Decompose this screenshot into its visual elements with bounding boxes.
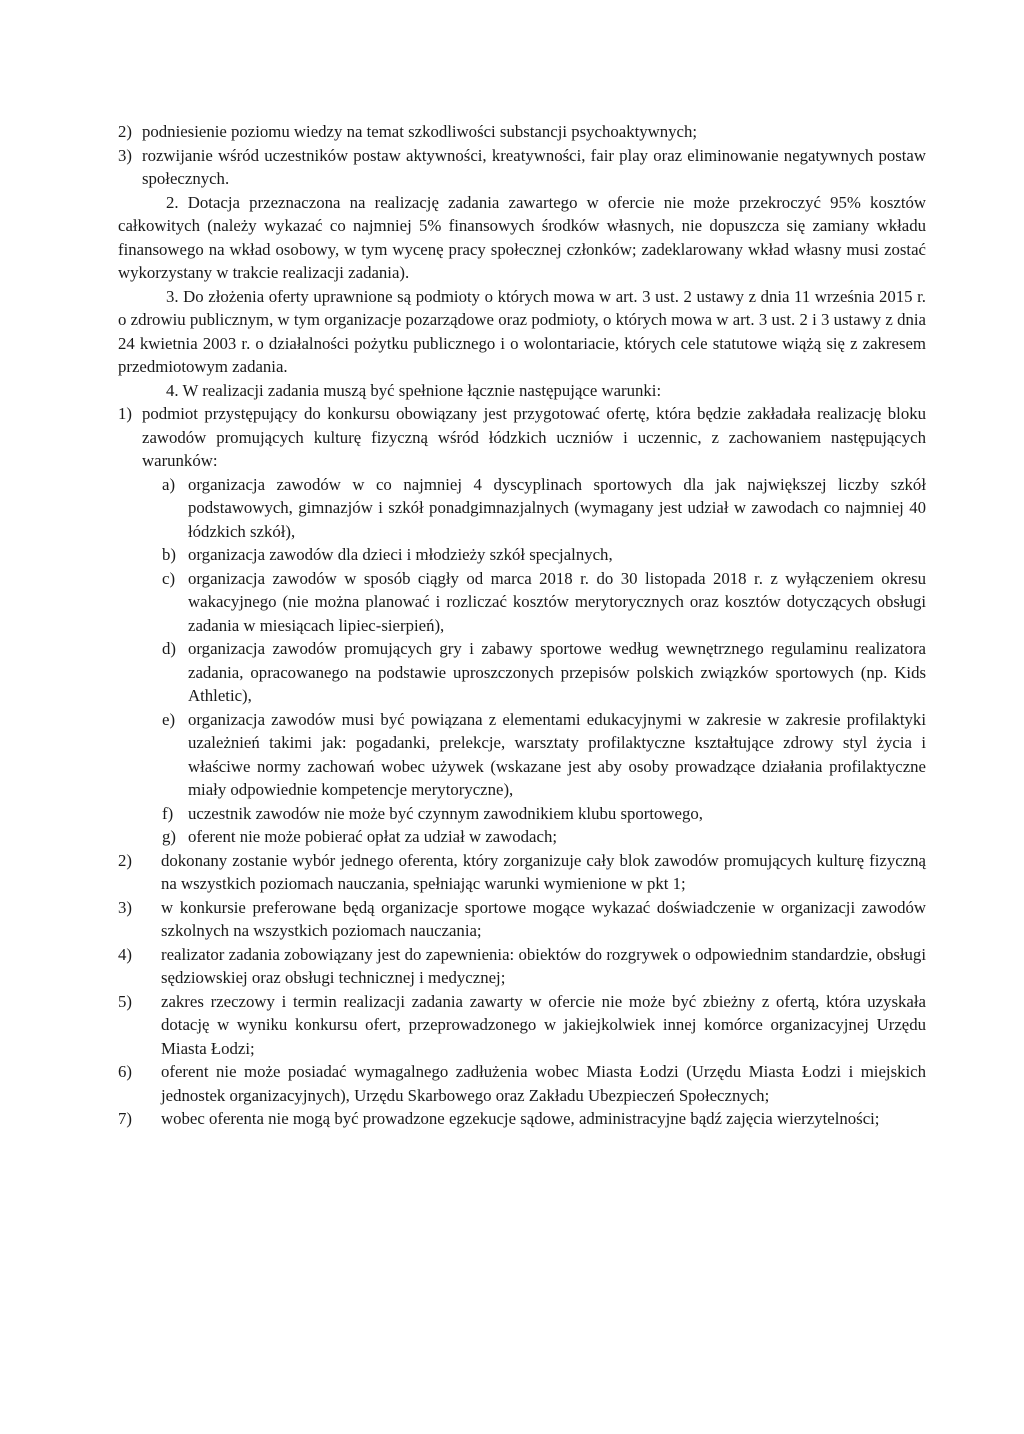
subitem-text: organizacja zawodów w co najmniej 4 dyscyplinach sportowych dla jak największej liczby szkół podstawowych, gimnazjów i szkół ponadgimnazjalnych (wymagany jest udział w zawodach co najmniej 40 łódzkich szkół),: [188, 474, 926, 541]
subitem-letter: g): [162, 827, 176, 846]
subitem-letter: f): [162, 803, 174, 823]
condition-item-3: [118, 896, 926, 943]
condition-item-2: [118, 849, 926, 896]
subitem-e: [162, 708, 926, 802]
condition-text: podmiot przystępujący do konkursu obowiązany jest przygotować ofertę, która będzie zakładała realizację bloku zawodów promujących kulturę fizyczną wśród łódzkich uczniów i uczennic, z zachowaniem następujących warunków:: [142, 404, 926, 470]
subitem-g: [162, 825, 926, 849]
condition-text: wobec oferenta nie mogą być prowadzone egzekucje sądowe, administracyjne bądź zajęcia wierzytelności;: [161, 1109, 880, 1128]
subitem-letter: a): [162, 474, 176, 494]
subitem-text: organizacja zawodów dla dzieci i młodzieży szkół specjalnych,: [188, 545, 613, 564]
subitem-f: [162, 802, 926, 826]
subitem-text: oferent nie może pobierać opłat za udział w zawodach;: [188, 827, 558, 846]
condition-text: zakres rzeczowy i termin realizacji zadania zawarty w ofercie nie może być zbieżny z ofertą, która uzyskała dotację w wyniku konkursu ofert, przeprowadzonego w jakiejkolwiek innej komórce organizacyjnej Urzędu Miasta Łodzi;: [161, 991, 926, 1058]
condition-text: oferent nie może posiadać wymagalnego zadłużenia wobec Miasta Łodzi (Urzędu Miasta Łodzi i miejskich jednostek organizacyjnych), Urzędu Skarbowego oraz Zakładu Ubezpieczeń Społecznych;: [161, 1062, 926, 1105]
subitem-text: organizacja zawodów promujących gry i zabawy sportowe według wewnętrznego regulaminu realizatora zadania, opracowanego na podstawie uproszczonych przepisów polskich związków sportowych (np. Kids Athletic),: [188, 639, 926, 705]
intro-item-text: podniesienie poziomu wiedzy na temat szkodliwości substancji psychoaktywnych;: [142, 122, 698, 141]
intro-item-text: rozwijanie wśród uczestników postaw aktywności, kreatywności, fair play oraz eliminowanie negatywnych postaw społecznych.: [142, 145, 926, 188]
condition-text: w konkursie preferowane będą organizacje sportowe mogące wykazać doświadczenie w organizacji zawodów szkolnych na wszystkich poziomach nauczania;: [161, 897, 926, 940]
subitem-letter: d): [162, 639, 176, 658]
document-page: [118, 120, 926, 1131]
subitem-b: [162, 543, 926, 567]
section-2-paragraph: 2. Dotacja przeznaczona na realizację zadania zawartego w ofercie nie może przekroczyć 95% kosztów całkowitych (należy wykazać co najmniej 5% finansowych środków własnych, nie dopuszcza się zamiany wkładu finansowego na wkład osobowy, w tym wycenę pracy społecznej członków; zadeklarowany wkład własny musi zostać wykorzystany w trakcie realizacji zadania).: [118, 192, 926, 282]
condition-text: realizator zadania zobowiązany jest do zapewnienia: obiektów do rozgrywek o odpowiednim standardzie, obsługi sędziowskiej oraz obsługi technicznej i medycznej;: [161, 944, 926, 987]
intro-item-number: 3): [118, 145, 132, 165]
condition-number: 4): [118, 944, 132, 964]
condition-item-7: [118, 1107, 926, 1131]
subitem-letter: b): [162, 545, 176, 564]
condition-number: 5): [118, 991, 132, 1011]
subitem-a: [162, 473, 926, 544]
condition-number: 6): [118, 1062, 132, 1081]
condition-number: 2): [118, 850, 132, 870]
intro-item-3: [118, 144, 926, 191]
condition-item-4: [118, 943, 926, 990]
subitem-text: organizacja zawodów musi być powiązana z elementami edukacyjnymi w zakresie w zakresie profilaktyki uzależnień takimi jak: pogadanki, prelekcje, warsztaty profilaktyczne kształtujące zdrowy styl życia i właściwe normy zachowań wobec używek (wskazane jest aby osoby prowadzące działania profilaktyczne miały odpowiednie kompetencje merytoryczne),: [188, 709, 926, 799]
subitem-text: uczestnik zawodów nie może być czynnym zawodnikiem klubu sportowego,: [188, 803, 703, 823]
condition-item-1: [118, 402, 926, 473]
condition-item-6: [118, 1060, 926, 1107]
condition-number: 7): [118, 1109, 132, 1128]
intro-item-number: 2): [118, 122, 132, 141]
condition-text: dokonany zostanie wybór jednego oferenta, który zorganizuje cały blok zawodów promujących kulturę fizyczną na wszystkich poziomach nauczania, spełniając warunki wymienione w pkt 1;: [161, 850, 926, 893]
subitem-text: organizacja zawodów w sposób ciągły od marca 2018 r. do 30 listopada 2018 r. z wyłączeniem okresu wakacyjnego (nie można planować i rozliczać kosztów merytorycznych oraz kosztów dotyczących obsługi zadania w miesiącach lipiec-sierpień),: [188, 568, 926, 635]
condition-number: 1): [118, 404, 132, 423]
subitem-letter: c): [162, 568, 176, 588]
section-4-heading: 4. W realizacji zadania muszą być spełnione łącznie następujące warunki:: [166, 380, 662, 400]
subitem-c: [162, 567, 926, 638]
subitem-d: [162, 637, 926, 708]
condition-item-5: [118, 990, 926, 1061]
section-3-paragraph: 3. Do złożenia oferty uprawnione są podmioty o których mowa w art. 3 ust. 2 ustawy z dnia 11 września 2015 r. o zdrowiu publicznym, w tym organizacje pozarządowe oraz podmioty, o których mowa w art. 3 ust. 2 i 3 ustawy z dnia 24 kwietnia 2003 r. o działalności pożytku publicznego i o wolontariacie, których cele statutowe wiążą się z zakresem przedmiotowym zadania.: [118, 286, 926, 376]
condition-number: 3): [118, 897, 132, 917]
subitem-letter: e): [162, 709, 176, 729]
intro-item-2: [118, 120, 926, 144]
